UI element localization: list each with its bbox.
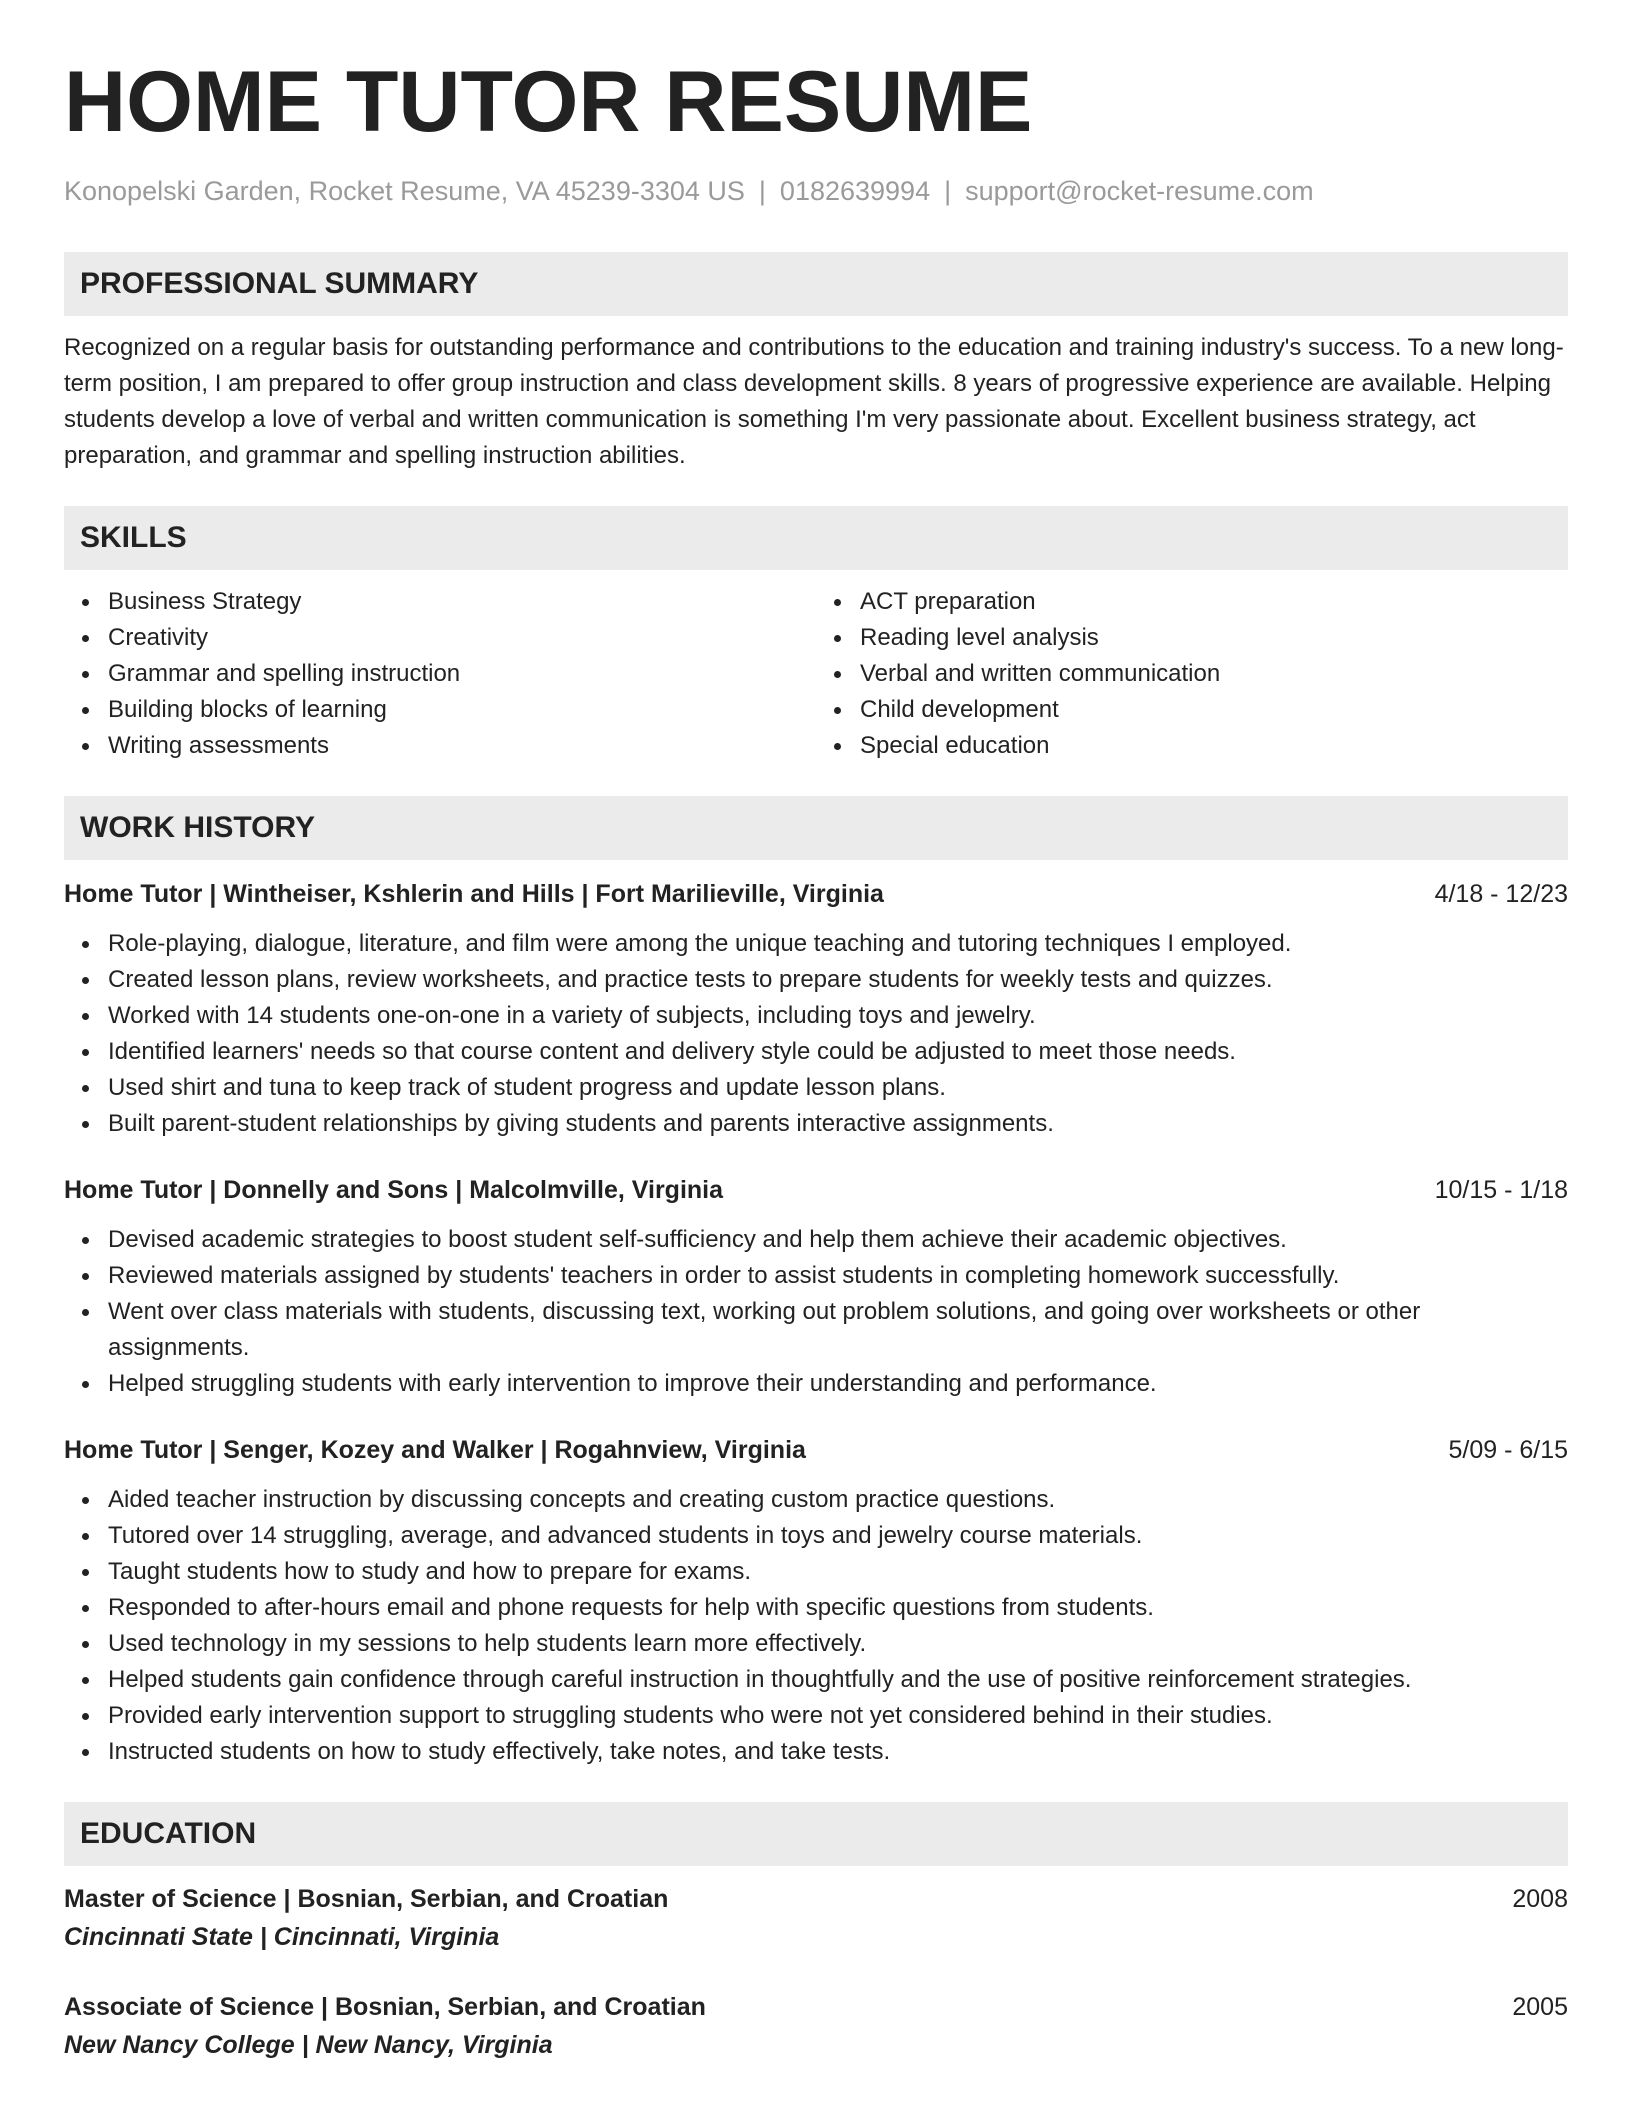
skill-item: Building blocks of learning <box>108 692 816 728</box>
resume-title: HOME TUTOR RESUME <box>64 54 1033 150</box>
job-bullet: Taught students how to study and how to prepare for exams. <box>108 1554 1568 1590</box>
job-dates: 10/15 - 1/18 <box>1434 1176 1568 1204</box>
skill-item: Writing assessments <box>108 728 816 764</box>
job-header <box>64 1432 1568 1468</box>
job-bullet: Provided early intervention support to struggling students who were not yet considered behind in their studies. <box>108 1698 1568 1734</box>
job-bullet: Created lesson plans, review worksheets, and practice tests to prepare students for weekly tests and quizzes. <box>108 962 1568 998</box>
education-school: New Nancy College | New Nancy, Virginia <box>64 2031 553 2059</box>
job-bullet: Helped struggling students with early intervention to improve their understanding and performance. <box>108 1366 1568 1402</box>
summary-text: Recognized on a regular basis for outstanding performance and contributions to the education and training industry's success. To a new long-term position, I am prepared to offer group instruction and class development skills. 8 years of progressive experience are available. Helping students develop a love of verbal and written communication is something I'm very passionate about. Excellent business strategy, act preparation, and grammar and spelling instruction abilities. <box>64 334 1564 469</box>
job-dates: 4/18 - 12/23 <box>1434 880 1568 908</box>
education-year: 2005 <box>1512 1993 1568 2021</box>
section-heading-work: WORK HISTORY <box>64 796 1568 860</box>
job-bullet: Identified learners' needs so that course content and delivery style could be adjusted to meet those needs. <box>108 1034 1568 1070</box>
education-degree: Master of Science | Bosnian, Serbian, and Croatian <box>64 1885 669 1913</box>
contact-phone: 0182639994 <box>779 176 931 206</box>
job-bullets <box>64 1482 1568 1770</box>
job-title: Home Tutor | Donnelly and Sons | Malcolmville, Virginia <box>64 1176 724 1204</box>
skill-item: Verbal and written communication <box>860 656 1568 692</box>
education-header <box>64 1988 1568 2026</box>
job-entry <box>64 876 1568 1142</box>
job-bullet: Tutored over 14 struggling, average, and advanced students in toys and jewelry course materials. <box>108 1518 1568 1554</box>
contact-email: support@rocket-resume.com <box>965 176 1314 206</box>
skill-item: Reading level analysis <box>860 620 1568 656</box>
job-bullet: Helped students gain confidence through careful instruction in thoughtfully and the use of positive reinforcement strategies. <box>108 1662 1568 1698</box>
skill-item: ACT preparation <box>860 584 1568 620</box>
job-bullet: Reviewed materials assigned by students' teachers in order to assist students in completing homework successfully. <box>108 1258 1568 1294</box>
section-heading-summary: PROFESSIONAL SUMMARY <box>64 252 1568 316</box>
job-dates: 5/09 - 6/15 <box>1448 1436 1568 1464</box>
education-school: Cincinnati State | Cincinnati, Virginia <box>64 1923 500 1951</box>
job-header <box>64 1172 1568 1208</box>
education-entry <box>64 1880 1568 1956</box>
skills-column-left <box>64 584 816 764</box>
job-bullet: Role-playing, dialogue, literature, and film were among the unique teaching and tutoring techniques I employed. <box>108 926 1568 962</box>
skill-item: Child development <box>860 692 1568 728</box>
education-header <box>64 1880 1568 1918</box>
job-title: Home Tutor | Senger, Kozey and Walker | Rogahnview, Virginia <box>64 1436 806 1464</box>
section-heading-skills: SKILLS <box>64 506 1568 570</box>
job-bullets <box>64 926 1568 1142</box>
education-year: 2008 <box>1512 1885 1568 1913</box>
contact-line <box>64 172 1568 210</box>
skills-column-right <box>816 584 1568 764</box>
job-bullets <box>64 1222 1568 1402</box>
contact-separator: | <box>758 176 766 206</box>
job-entry <box>64 1432 1568 1770</box>
job-bullet: Responded to after-hours email and phone requests for help with specific questions from students. <box>108 1590 1568 1626</box>
job-bullet: Worked with 14 students one-on-one in a variety of subjects, including toys and jewelry. <box>108 998 1568 1034</box>
contact-address: Konopelski Garden, Rocket Resume, VA 45239-3304 US <box>64 176 745 206</box>
job-bullet: Built parent-student relationships by giving students and parents interactive assignments. <box>108 1106 1568 1142</box>
job-header <box>64 876 1568 912</box>
skills-list <box>64 584 1568 764</box>
skill-item: Creativity <box>108 620 816 656</box>
skill-item: Special education <box>860 728 1568 764</box>
section-heading-education: EDUCATION <box>64 1802 1568 1866</box>
job-bullet: Used shirt and tuna to keep track of student progress and update lesson plans. <box>108 1070 1568 1106</box>
skill-item: Business Strategy <box>108 584 816 620</box>
job-bullet: Aided teacher instruction by discussing concepts and creating custom practice questions. <box>108 1482 1568 1518</box>
job-bullet: Went over class materials with students, discussing text, working out problem solutions, and going over worksheets or other assignments. <box>108 1294 1568 1366</box>
job-title: Home Tutor | Wintheiser, Kshlerin and Hills | Fort Marilieville, Virginia <box>64 880 884 908</box>
education-entry <box>64 1988 1568 2064</box>
job-bullet: Used technology in my sessions to help students learn more effectively. <box>108 1626 1568 1662</box>
job-entry <box>64 1172 1568 1402</box>
job-bullet: Devised academic strategies to boost student self-sufficiency and help them achieve their academic objectives. <box>108 1222 1568 1258</box>
contact-separator: | <box>944 176 952 206</box>
skill-item: Grammar and spelling instruction <box>108 656 816 692</box>
job-bullet: Instructed students on how to study effectively, take notes, and take tests. <box>108 1734 1568 1770</box>
education-degree: Associate of Science | Bosnian, Serbian, and Croatian <box>64 1993 706 2021</box>
